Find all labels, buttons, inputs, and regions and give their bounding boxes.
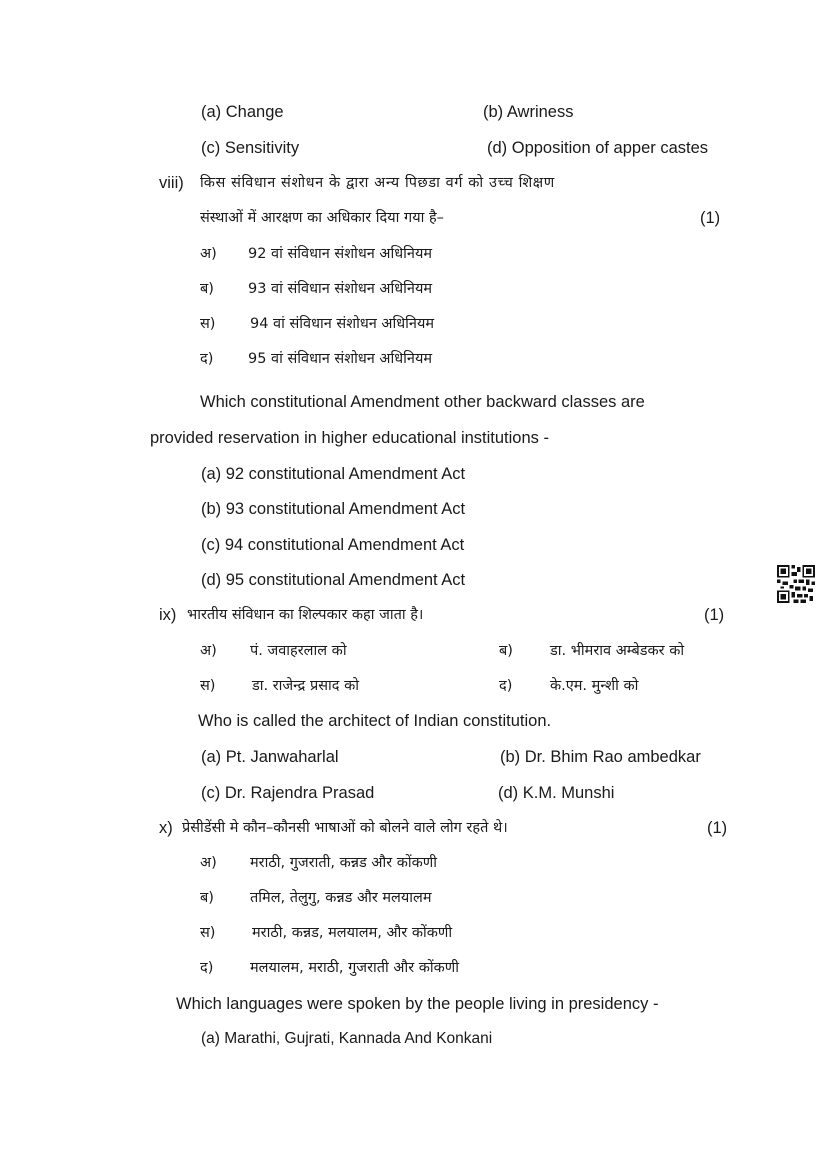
q8-hi-option-label: अ) <box>200 246 217 262</box>
q10-hi-option-text: मराठी, गुजराती, कन्नड और कोंकणी <box>250 855 438 871</box>
q9-hi-option-label: स) <box>200 678 216 694</box>
q10-hi-option-text: मलयालम, मराठी, गुजराती और कोंकणी <box>250 960 460 976</box>
q9-hindi-question: भारतीय संविधान का शिल्पकार कहा जाता है। <box>187 607 424 623</box>
q10-hi-option-text: तमिल, तेलुगु, कन्नड और मलयालम <box>250 890 432 906</box>
q7-option-a: (a) Change <box>201 103 284 121</box>
q8-en-option-d: (d) 95 constitutional Amendment Act <box>201 571 466 589</box>
q8-hi-option-text: 93 वां संविधान संशोधन अधिनियम <box>248 281 433 297</box>
q9-hi-option-label: अ) <box>200 643 217 659</box>
q10-number: x) <box>159 819 173 837</box>
q7-option-d: (d) Opposition of apper castes <box>487 139 709 157</box>
q9-hi-option-text: डा. राजेन्द्र प्रसाद को <box>252 678 359 694</box>
q8-number: viii) <box>159 174 184 192</box>
q9-en-option-c: (c) Dr. Rajendra Prasad <box>201 784 375 802</box>
q8-hi-option-label: ब) <box>200 281 214 297</box>
qr-code-icon <box>777 565 815 603</box>
q10-marks: (1) <box>707 819 728 837</box>
q9-marks: (1) <box>704 606 725 624</box>
q10-en-option-a: (a) Marathi, Gujrati, Kannada And Konkani <box>201 1030 493 1047</box>
q8-en-option-b: (b) 93 constitutional Amendment Act <box>201 500 466 518</box>
q9-en-option-d: (d) K.M. Munshi <box>498 784 615 802</box>
q8-en-option-c: (c) 94 constitutional Amendment Act <box>201 536 465 554</box>
q9-number: ix) <box>159 606 177 624</box>
q8-marks: (1) <box>700 209 721 227</box>
q8-hi-option-label: स) <box>200 316 216 332</box>
q8-hi-option-text: 95 वां संविधान संशोधन अधिनियम <box>248 351 433 367</box>
q10-hi-option-label: अ) <box>200 855 217 871</box>
q7-option-c: (c) Sensitivity <box>201 139 300 157</box>
q9-en-option-b: (b) Dr. Bhim Rao ambedkar <box>500 748 701 766</box>
q10-hindi-question: प्रेसीडेंसी मे कौन–कौनसी भाषाओं को बोलने वाले लोग रहते थे। <box>182 820 508 836</box>
q9-hi-option-label: द) <box>499 678 513 694</box>
q10-hi-option-text: मराठी, कन्नड, मलयालम, और कोंकणी <box>252 925 453 941</box>
q8-english-line-2: provided reservation in higher educational institutions - <box>150 429 549 447</box>
q10-hi-option-label: स) <box>200 925 216 941</box>
q10-hi-option-label: द) <box>200 960 214 976</box>
q8-english-line-1: Which constitutional Amendment other backward classes are <box>200 393 645 411</box>
q10-hi-option-label: ब) <box>200 890 214 906</box>
q10-english-question: Which languages were spoken by the people living in presidency - <box>176 995 659 1013</box>
q8-en-option-a: (a) 92 constitutional Amendment Act <box>201 465 466 483</box>
q9-hi-option-text: पं. जवाहरलाल को <box>250 643 347 659</box>
q9-english-question: Who is called the architect of Indian constitution. <box>198 712 552 730</box>
q8-hindi-line-1: किस संविधान संशोधन के द्वारा अन्य पिछडा वर्ग को उच्च शिक्षण <box>200 175 555 191</box>
q9-hi-option-text: डा. भीमराव अम्बेडकर को <box>550 643 685 659</box>
q8-hi-option-text: 92 वां संविधान संशोधन अधिनियम <box>248 246 433 262</box>
q8-hi-option-label: द) <box>200 351 214 367</box>
q8-hi-option-text: 94 वां संविधान संशोधन अधिनियम <box>250 316 435 332</box>
q9-en-option-a: (a) Pt. Janwaharlal <box>201 748 339 766</box>
q7-option-b: (b) Awriness <box>483 103 574 121</box>
q9-hi-option-label: ब) <box>499 643 513 659</box>
q8-hindi-line-2: संस्थाओं में आरक्षण का अधिकार दिया गया है– <box>200 210 444 226</box>
q9-hi-option-text: के.एम. मुन्शी को <box>550 678 639 694</box>
